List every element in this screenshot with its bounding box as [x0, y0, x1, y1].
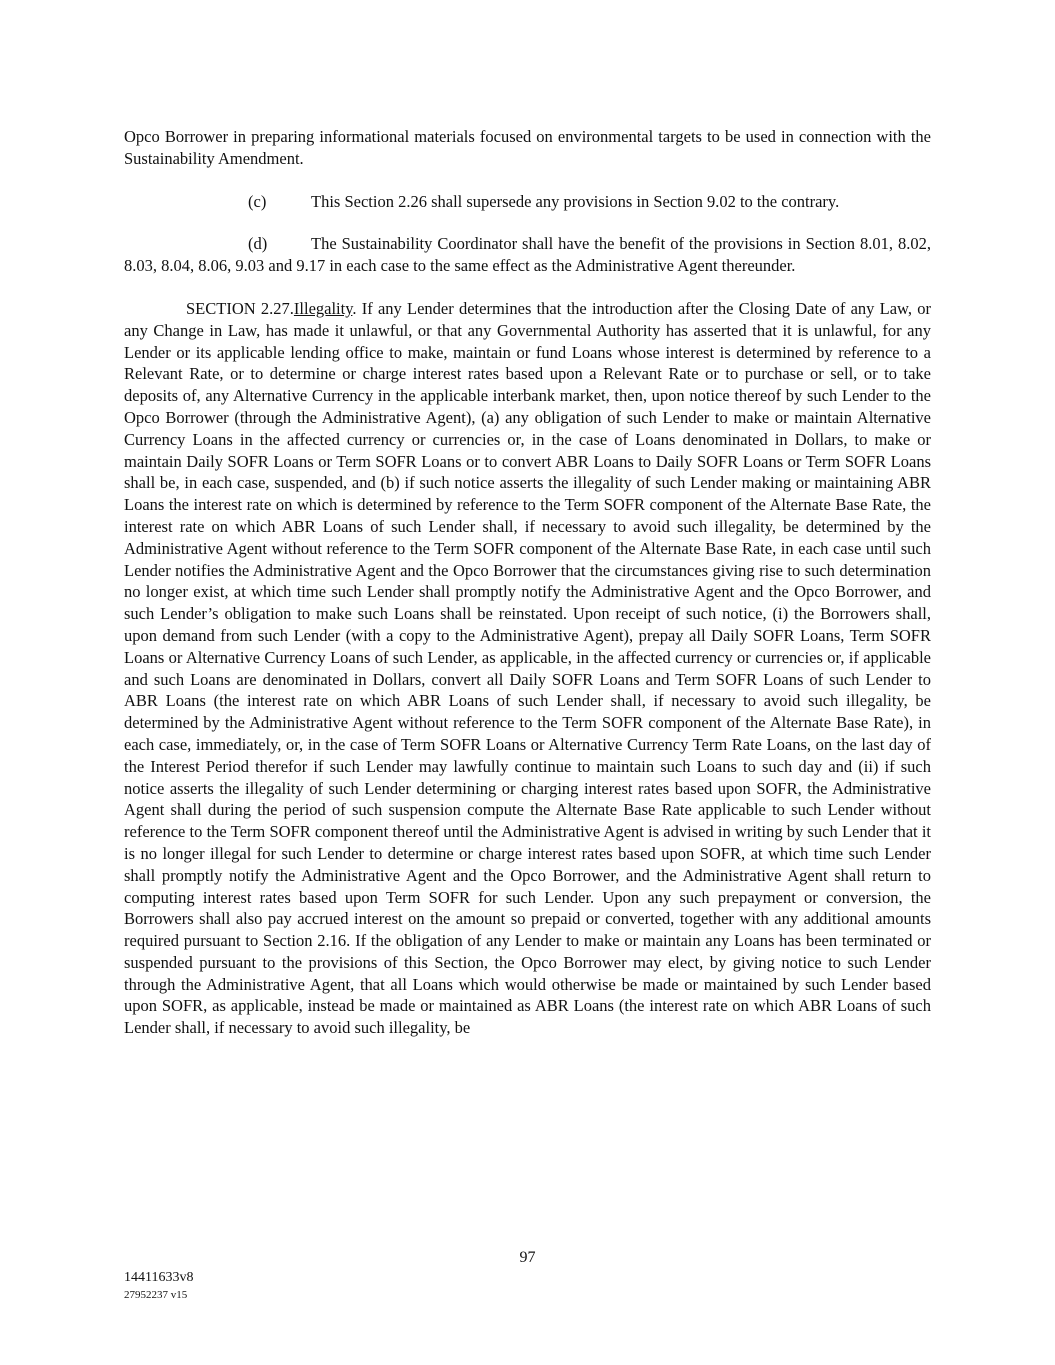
document-id-primary: 14411633v8	[124, 1270, 194, 1285]
page-number: 97	[519, 1249, 536, 1266]
list-item-c-label: (c)	[248, 191, 267, 211]
list-item-c-text: This Section 2.26 shall supersede any provisions in Section 9.02 to the contrary.	[311, 191, 840, 211]
section-2-27-paragraph	[124, 298, 931, 1039]
section-title: Illegality	[293, 298, 353, 318]
continuation-paragraph: Opco Borrower in preparing informational materials focused on environmental targets to be used in connection with the Sustainability Amendment.	[124, 127, 931, 168]
document-id-secondary: 27952237 v15	[124, 1289, 188, 1301]
list-item-d	[124, 233, 931, 277]
section-number: SECTION 2.27.	[186, 298, 294, 318]
list-item-d-text: The Sustainability Coordinator shall have the benefit of the provisions in Section 8.01, 8.02, 8.03, 8.04, 8.06, 9.03 and 9.17 in each case to the same effect as the Administrative Agent thereunder.	[124, 234, 931, 276]
section-body-text: . If any Lender determines that the introduction after the Closing Date of any Law, or any Change in Law, has made it unlawful, or that any Governmental Authority has asserted that it is unlawful, for any Lender or its applicable lending office to make, maintain or fund Loans whose interest is determined by reference to a Relevant Rate, or to determine or charge interest rates based upon a Relevant Rate or to purchase or sell, or to take deposits of, any Alternative Currency in the applicable interbank market, then, upon notice thereof by such Lender to the Opco Borrower (through the Administrative Agent), (a) any obligation of such Lender to make or maintain Alternative Currency Loans in the affected currency or currencies or, in the case of Loans denominated in Dollars, to make or maintain Daily SOFR Loans or Term SOFR Loans or to convert ABR Loans to Daily SOFR Loans or Term SOFR Loans shall be, in each case, suspended, and (b) if such notice asserts the illegality of such Lender making or maintaining ABR Loans the interest rate on which is determined by reference to the Term SOFR component of the Alternate Base Rate, the interest rate on which ABR Loans of such Lender shall, if necessary to avoid such illegality, be determined by the Administrative Agent without reference to the Term SOFR component of the Alternate Base Rate, in each case until such Lender notifies the Administrative Agent and the Opco Borrower that the circumstances giving rise to such determination no longer exist, at which time such Lender shall promptly notify the Administrative Agent and the Opco Borrower, and such Lender’s obligation to make such Loans shall be reinstated. Upon receipt of such notice, (i) the Borrowers shall, upon demand from such Lender (with a copy to the Administrative Agent), prepay all Daily SOFR Loans, Term SOFR Loans or Alternative Currency Loans of such Lender, as applicable, in the affected currency or currencies or, if applicable and such Loans are denominated in Dollars, convert all Daily SOFR Loans and Term SOFR Loans of such Lender to ABR Loans (the interest rate on which ABR Loans of such Lender shall, if necessary to avoid such illegality, be determined by the Administrative Agent without reference to the Term SOFR component of the Alternate Base Rate), in each case, immediately, or, in the case of Term SOFR Loans or Alternative Currency Term Rate Loans, on the last day of the Interest Period therefor if such Lender may lawfully continue to maintain such Loans to such day and (ii) if such notice asserts the illegality of such Lender determining or charging interest rates based upon SOFR, the Administrative Agent shall during the period of such suspension compute the Alternate Base Rate applicable to such Lender without reference to the Term SOFR component thereof until the Administrative Agent is advised in writing by such Lender that it is no longer illegal for such Lender to determine or charge interest rates based upon SOFR, at which time such Lender shall promptly notify the Administrative Agent and the Opco Borrower, and the Administrative Agent shall return to computing interest rates based upon Term SOFR for such Lender. Upon any such prepayment or conversion, the Borrowers shall also pay accrued interest on the amount so prepaid or converted, together with any additional amounts required pursuant to Section 2.16. If the obligation of any Lender to make or maintain any Loans has been terminated or suspended pursuant to the provisions of this Section, the Opco Borrower may elect, by giving notice to such Lender through the Administrative Agent, that all Loans which would otherwise be made or maintained by such Lender based upon SOFR, as applicable, instead be made or maintained as ABR Loans (the interest rate on which ABR Loans of such Lender shall, if necessary to avoid such illegality, be	[124, 298, 932, 1038]
list-item-c	[124, 191, 931, 213]
list-item-d-label: (d)	[248, 234, 268, 254]
document-body	[124, 126, 931, 1039]
